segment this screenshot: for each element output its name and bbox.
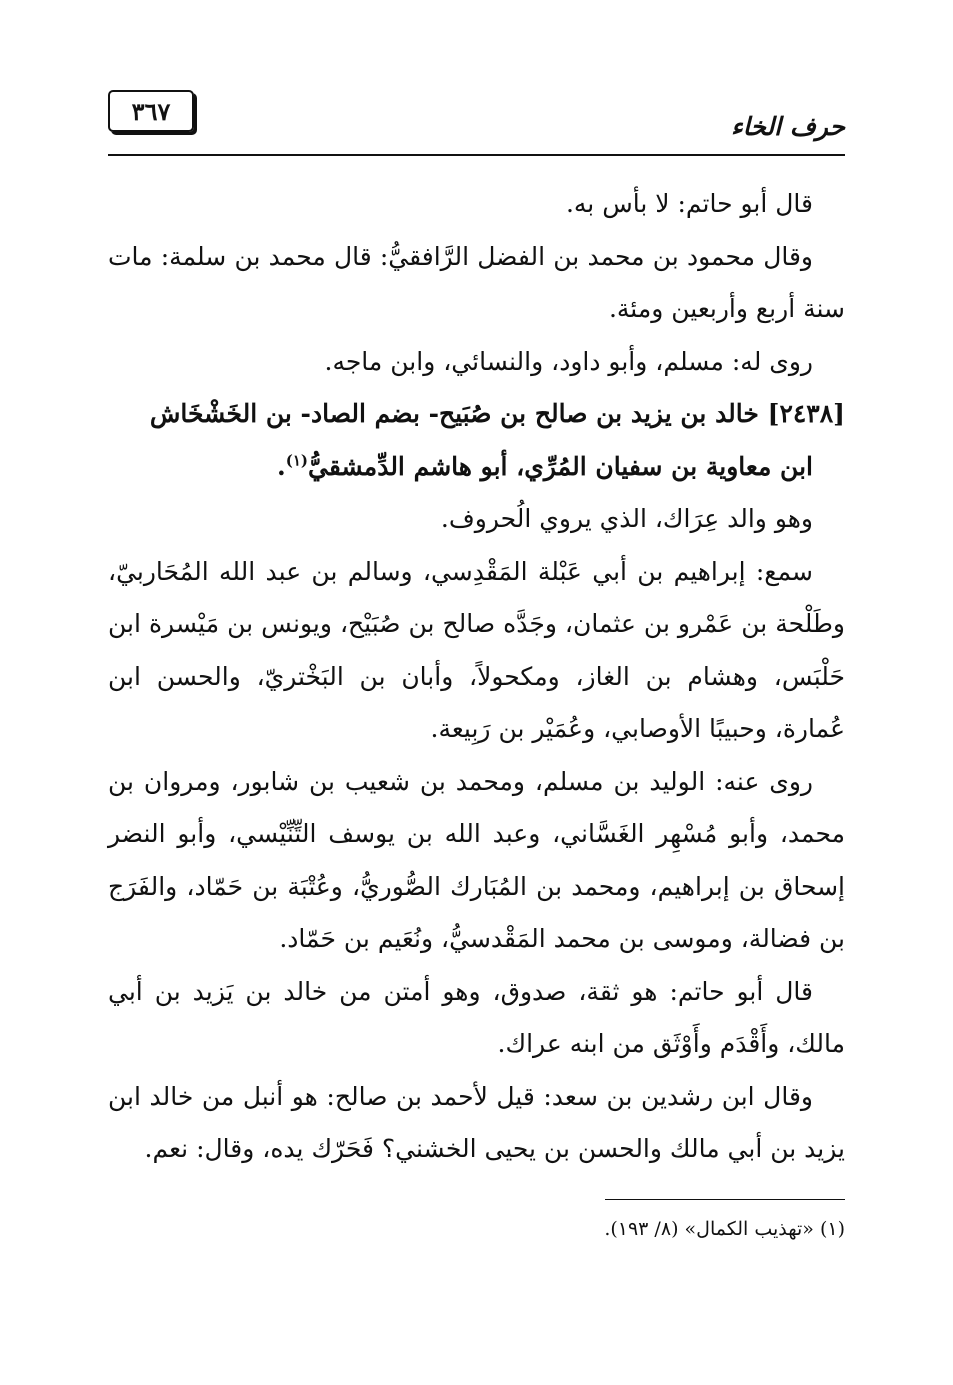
- page-number: ٣٦٧: [108, 90, 194, 132]
- page-header: [108, 88, 845, 158]
- entry-heading-continued: [108, 441, 845, 494]
- paragraph: وهو والد عِرَاك، الذي يروي الُحروف.: [440, 504, 813, 533]
- text-line: روى له: مسلم، وأبو داود، والنسائي، وابن ماجه.: [324, 346, 813, 376]
- entry-heading: [108, 388, 845, 441]
- paragraph: قال أبو حاتم: هو ثقة، صدوق، وهو أمتن من خالد بن يَزيد بن أبي مالك، وأَقْدَم وأَوْثَق من ابنه عراك.: [108, 976, 845, 1058]
- entry-name-line2: ابن معاوية بن سفيان المُرِّي، أبو هاشم الدِّمشقيُّ: [308, 451, 813, 481]
- paragraph: روى عنه: الوليد بن مسلم، ومحمد بن شعيب بن شابور، ومروان بن محمد، وأبو مُسْهِر الغَسَّاني، وعبد الله بن يوسف التِّنِّيْسي، وأبو النضر إسحاق بن إبراهيم، ومحمد بن المُبَارك الصُّوريُّ، وعُتْبَة بن حَمّاد، والفَرَج بن فضالة، وموسى بن محمد المَقْدسيُّ، ونُعَيم بن حَمّاد.: [108, 766, 845, 953]
- entry-end-mark: .: [277, 451, 286, 481]
- footnote: (١) «تهذيب الكمال» (٨/ ١٩٣).: [604, 1218, 845, 1240]
- footnote-reference: (١): [285, 451, 309, 470]
- text-line: وقال محمود بن محمد بن الفضل الرَّافقيُّ: قال محمد بن سلمة: مات سنة أربع وأربعين ومئة.: [108, 241, 845, 323]
- chapter-title: حرف الخاء: [731, 112, 845, 141]
- paragraph: وقال ابن رشدين بن سعد: قيل لأحمد بن صالح: هو أنبل من خالد ابن يزيد بن أبي مالك والحسن بن يحيى الخشني؟ فَحَرّك يده، وقال: نعم.: [108, 1081, 845, 1163]
- entry-name-line1: خالد بن يزيد بن صالح بن صُبَيح- بضم الصاد- بن الخَشْخَاش: [149, 399, 759, 428]
- header-divider: [108, 154, 845, 156]
- footnote-divider: [605, 1199, 845, 1200]
- entry-number: [٢٤٣٨]: [767, 399, 845, 428]
- page-body: [108, 178, 845, 1176]
- text-line: قال أبو حاتم: لا بأس به.: [565, 189, 813, 218]
- paragraph: سمع: إبراهيم بن أبي عَبْلة المَقْدِسي، وسالم بن عبد الله المُحَاربيّ، وطَلْحة بن عَمْرو بن عثمان، وجَدَّه صالح بن صُبَيْح، ويونس بن مَيْسرة ابن حَلْبَس، وهشام بن الغاز، ومكحولاً، وأبان بن البَخْتريّ، والحسن ابن عُمارة، وحبيبًا الأوصابي، وعُمَيْر بن رَبِيعة.: [108, 556, 845, 743]
